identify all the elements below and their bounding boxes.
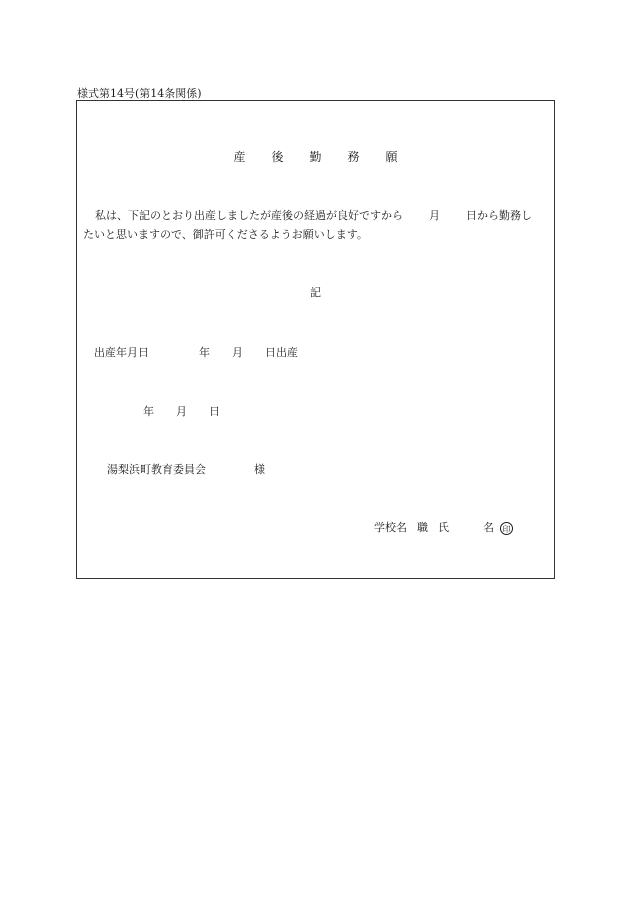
position-label: 職 xyxy=(417,521,428,534)
seal-icon: 印 xyxy=(500,522,513,535)
request-paragraph-line2: たいと思いますので、御許可くださるようお願いします。 xyxy=(83,228,368,241)
ki-heading: 記 xyxy=(310,286,321,299)
request-text-part1: 私は、下記のとおり出産しましたが産後の経過が良好ですから xyxy=(95,209,403,222)
request-paragraph-line1 xyxy=(95,207,532,223)
birth-month: 月 xyxy=(232,346,243,359)
addressee-honorific: 様 xyxy=(254,463,265,476)
date-year: 年 xyxy=(143,405,154,418)
birth-label: 出産年月日 xyxy=(94,346,149,359)
date-day: 日 xyxy=(209,405,220,418)
form-frame xyxy=(76,100,555,579)
surname-label: 氏 xyxy=(438,521,449,534)
birth-date-line xyxy=(94,344,298,360)
title-char: 産 xyxy=(233,150,246,164)
date-month: 月 xyxy=(176,405,187,418)
request-text-part2: 日から勤務し xyxy=(466,209,532,222)
submission-date xyxy=(143,403,220,419)
form-number: 様式第14号(第14条関係) xyxy=(77,87,202,100)
signature-line xyxy=(374,519,513,535)
title-char: 願 xyxy=(385,150,398,164)
birth-day: 日出産 xyxy=(265,346,298,359)
form-title xyxy=(77,148,554,165)
school-label: 学校名 xyxy=(374,521,407,534)
addressee xyxy=(107,461,265,477)
addressee-name: 湯梨浜町教育委員会 xyxy=(107,463,206,476)
title-char: 務 xyxy=(347,150,360,164)
birth-year: 年 xyxy=(199,346,210,359)
request-month: 月 xyxy=(429,209,440,222)
title-char: 勤 xyxy=(309,150,322,164)
title-char: 後 xyxy=(271,150,284,164)
given-label: 名 xyxy=(483,521,494,534)
